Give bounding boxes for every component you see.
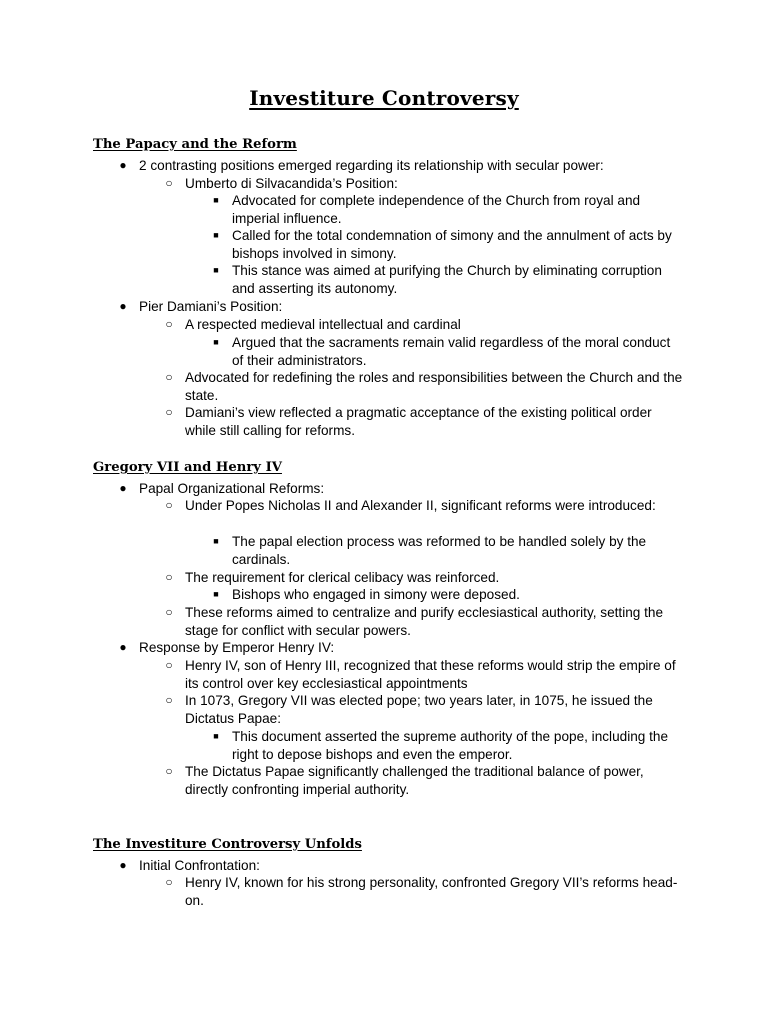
list-item <box>213 334 682 369</box>
list-item <box>213 262 682 297</box>
list-item-text: Bishops who engaged in simony were deposed. <box>232 587 520 602</box>
list-item-text: 2 contrasting positions emerged regarding its relationship with secular power: <box>139 158 604 173</box>
list-item <box>213 192 682 227</box>
list-item <box>165 874 685 909</box>
bullet-filled-circle-icon: ● <box>119 158 127 172</box>
list-item-text: The Dictatus Papae significantly challenged the traditional balance of power, directly confronting imperial authority. <box>185 764 644 797</box>
bullet-square-icon: ■ <box>213 195 219 205</box>
bullet-hollow-circle-icon: ○ <box>165 498 173 512</box>
list-item-text: This document asserted the supreme authority of the pope, including the right to depose bishops and even the emperor. <box>232 729 669 762</box>
bullet-hollow-circle-icon: ○ <box>165 605 173 619</box>
list-item-text: This stance was aimed at purifying the Church by eliminating corruption and asserting its autonomy. <box>232 263 662 296</box>
list-item-text: Advocated for redefining the roles and responsibilities between the Church and the state. <box>185 370 683 403</box>
list-item <box>119 157 659 175</box>
list-item <box>165 369 685 404</box>
list-item <box>213 533 682 568</box>
bullet-filled-circle-icon: ● <box>119 299 127 313</box>
section-heading-gregory-henry: Gregory VII and Henry IV <box>93 460 282 475</box>
list-item-text: Papal Organizational Reforms: <box>139 481 325 496</box>
list-item <box>165 404 685 439</box>
list-item-text: Response by Emperor Henry IV: <box>139 640 335 655</box>
list-item <box>165 569 685 587</box>
list-item-text: Henry IV, son of Henry III, recognized that these reforms would strip the empire of its control over key ecclesiastical appointments <box>185 658 676 691</box>
bullet-filled-circle-icon: ● <box>119 481 127 495</box>
list-item-text: A respected medieval intellectual and cardinal <box>185 317 461 332</box>
section-heading-papacy-reform: The Papacy and the Reform <box>93 137 297 152</box>
section-heading-controversy-unfolds: The Investiture Controversy Unfolds <box>93 837 362 852</box>
list-item <box>119 639 659 657</box>
bullet-square-icon: ■ <box>213 536 219 546</box>
list-item-text: The requirement for clerical celibacy was reinforced. <box>185 570 500 585</box>
bullet-hollow-circle-icon: ○ <box>165 875 173 889</box>
bullet-square-icon: ■ <box>213 337 219 347</box>
bullet-hollow-circle-icon: ○ <box>165 693 173 707</box>
list-item <box>165 692 685 727</box>
list-item <box>165 763 685 798</box>
document-title: Investiture Controversy <box>249 86 519 110</box>
bullet-hollow-circle-icon: ○ <box>165 176 173 190</box>
list-item-text: The papal election process was reformed to be handled solely by the cardinals. <box>232 534 647 567</box>
list-item <box>213 728 682 763</box>
list-item <box>213 227 682 262</box>
list-item <box>165 497 685 515</box>
list-item-text: Advocated for complete independence of the Church from royal and imperial influence. <box>232 193 641 226</box>
list-item-text: Henry IV, known for his strong personality, confronted Gregory VII’s reforms head-on. <box>185 875 678 908</box>
list-item-text: Argued that the sacraments remain valid regardless of the moral conduct of their administrators. <box>232 335 671 368</box>
bullet-square-icon: ■ <box>213 230 219 240</box>
bullet-hollow-circle-icon: ○ <box>165 764 173 778</box>
bullet-hollow-circle-icon: ○ <box>165 405 173 419</box>
list-item-text: Called for the total condemnation of simony and the annulment of acts by bishops involved in simony. <box>232 228 672 261</box>
bullet-hollow-circle-icon: ○ <box>165 370 173 384</box>
list-item-text: These reforms aimed to centralize and purify ecclesiastical authority, setting the stage for conflict with secular powers. <box>185 605 664 638</box>
bullet-hollow-circle-icon: ○ <box>165 570 173 584</box>
list-item-text: Pier Damiani’s Position: <box>139 299 283 314</box>
bullet-square-icon: ■ <box>213 589 219 599</box>
bullet-filled-circle-icon: ● <box>119 640 127 654</box>
list-item <box>119 298 659 316</box>
list-item <box>165 316 685 334</box>
bullet-filled-circle-icon: ● <box>119 858 127 872</box>
bullet-square-icon: ■ <box>213 265 219 275</box>
list-item <box>165 657 685 692</box>
list-item <box>165 175 685 193</box>
list-item-text: Damiani’s view reflected a pragmatic acceptance of the existing political order while still calling for reforms. <box>185 405 652 438</box>
list-item <box>213 586 682 604</box>
bullet-hollow-circle-icon: ○ <box>165 317 173 331</box>
bullet-hollow-circle-icon: ○ <box>165 658 173 672</box>
list-item-text: In 1073, Gregory VII was elected pope; two years later, in 1075, he issued the Dictatus Papae: <box>185 693 653 726</box>
list-item-text: Initial Confrontation: <box>139 858 260 873</box>
list-item <box>165 604 685 639</box>
bullet-square-icon: ■ <box>213 731 219 741</box>
list-item <box>119 480 659 498</box>
list-item-text: Umberto di Silvacandida’s Position: <box>185 176 398 191</box>
list-item <box>119 857 659 875</box>
list-item-text: Under Popes Nicholas II and Alexander II, significant reforms were introduced: <box>185 498 656 513</box>
